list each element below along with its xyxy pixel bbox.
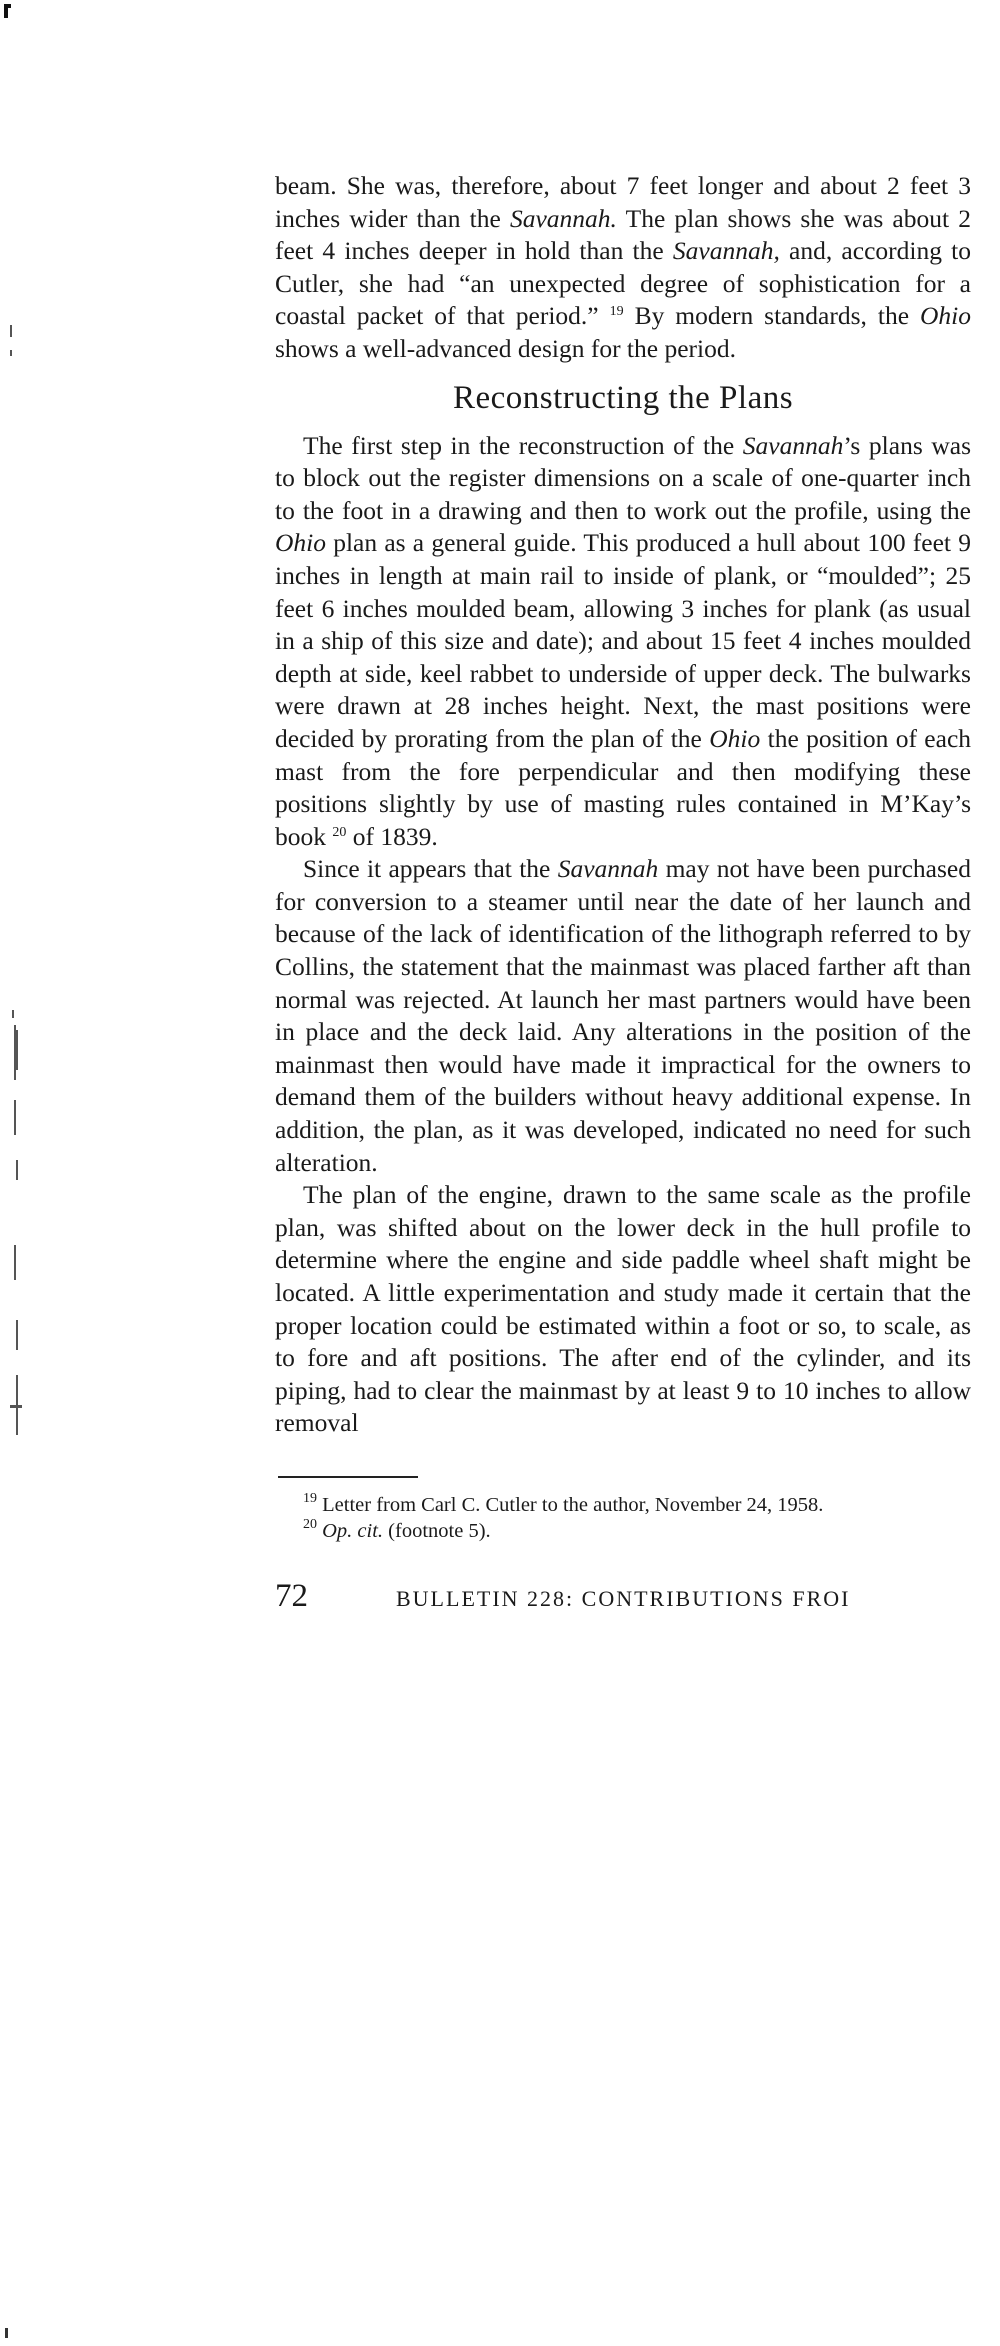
paragraph-3: Since it appears that the Savannah may not have been purchased for conversion to a steamer until near the date of her launch and because of the lack of identification of the lithograph referred to by Collins, the statement that the mainmast was placed farther aft than normal was rejected. At launch her mast partners would have been in place and the deck laid. Any alterations in the position of the mainmast then would have made it impractical for the owners to demand them of the builders without heavy additional expense. In addition, the plan, as it was developed, indicated no need for such alteration. [275, 854, 971, 1177]
running-head: BULLETIN 228: CONTRIBUTIONS FROI [396, 1585, 851, 1611]
footnote-20: $^{20}$ Op. cit. (footnote 5). [303, 1516, 491, 1542]
footnote-ref: 20 [332, 824, 347, 840]
italic-run: Ohio [275, 528, 326, 558]
scan-artifact [5, 2328, 8, 2338]
page-footer [275, 1578, 971, 1615]
italic-run: Savannah [742, 430, 844, 460]
italic-run: Op. cit. [322, 1519, 384, 1542]
italic-run: Savannah, [672, 236, 780, 266]
footnote-ref: 19 [609, 304, 624, 320]
paragraph-2: The first step in the reconstruction of the Savannah’s plans was to block out the register dimensions on a scale of one-quarter inch to the foot in a drawing and then to work out the profile, using the Ohio plan as a general guide. This produced a hull about 100 feet 9 inches in length at main rail to inside of plank, or “moulded”; 25 feet 6 inches moulded beam, allowing 3 inches for plank (as usual in a ship of this size and date); and about 15 feet 4 inches moulded depth at side, keel rabbet to underside of upper deck. The bulwarks were drawn at 28 inches height. Next, the mast positions were decided by prorating from the plan of the Ohio the position of each mast from the fore perpendicular and then modifying these positions slightly by use of masting rules contained in M’Kay’s book $^{20}$ of 1839. [275, 430, 972, 851]
footnote-ref: 19 [303, 1490, 317, 1506]
italic-run: Ohio [709, 723, 761, 753]
paragraph-1: beam. She was, therefore, about 7 feet longer and about 2 feet 3 inches wider than the Savannah. The plan shows she was about 2 feet 4 inches deeper in hold than the Savannah, and, according to Cutler, she had “an unexpected degree of sophistication for a coastal packet of that period.” $^{19}$ By modern standards, the Ohio shows a well-advanced design for the period. [275, 171, 972, 363]
binding-margin-marks [0, 0, 20, 2346]
paragraph-4: The plan of the engine, drawn to the same scale as the profile plan, was shifted about on the lower deck in the hull profile to determine where the engine and side paddle wheel shaft might be located. A little experimentation and study made it certain that the proper location could be estimated within a foot or so, to scale, as to fore and aft positions. The after end of the cylinder, and its piping, had to clear the mainmast by at least 9 to 10 inches to allow removal [275, 1180, 971, 1438]
footnote-19: $^{19}$ Letter from Carl C. Cutler to the author, November 24, 1958. [303, 1490, 824, 1516]
italic-run: Savannah. [509, 203, 617, 233]
section-heading: Reconstructing the Plans [452, 379, 794, 416]
italic-run: Ohio [920, 301, 971, 331]
footnote-rule [278, 1476, 418, 1478]
italic-run: Savannah [557, 854, 659, 884]
text-column [275, 170, 971, 1615]
footnote-ref: 20 [303, 1516, 317, 1532]
page-number: 72 [275, 1577, 308, 1614]
